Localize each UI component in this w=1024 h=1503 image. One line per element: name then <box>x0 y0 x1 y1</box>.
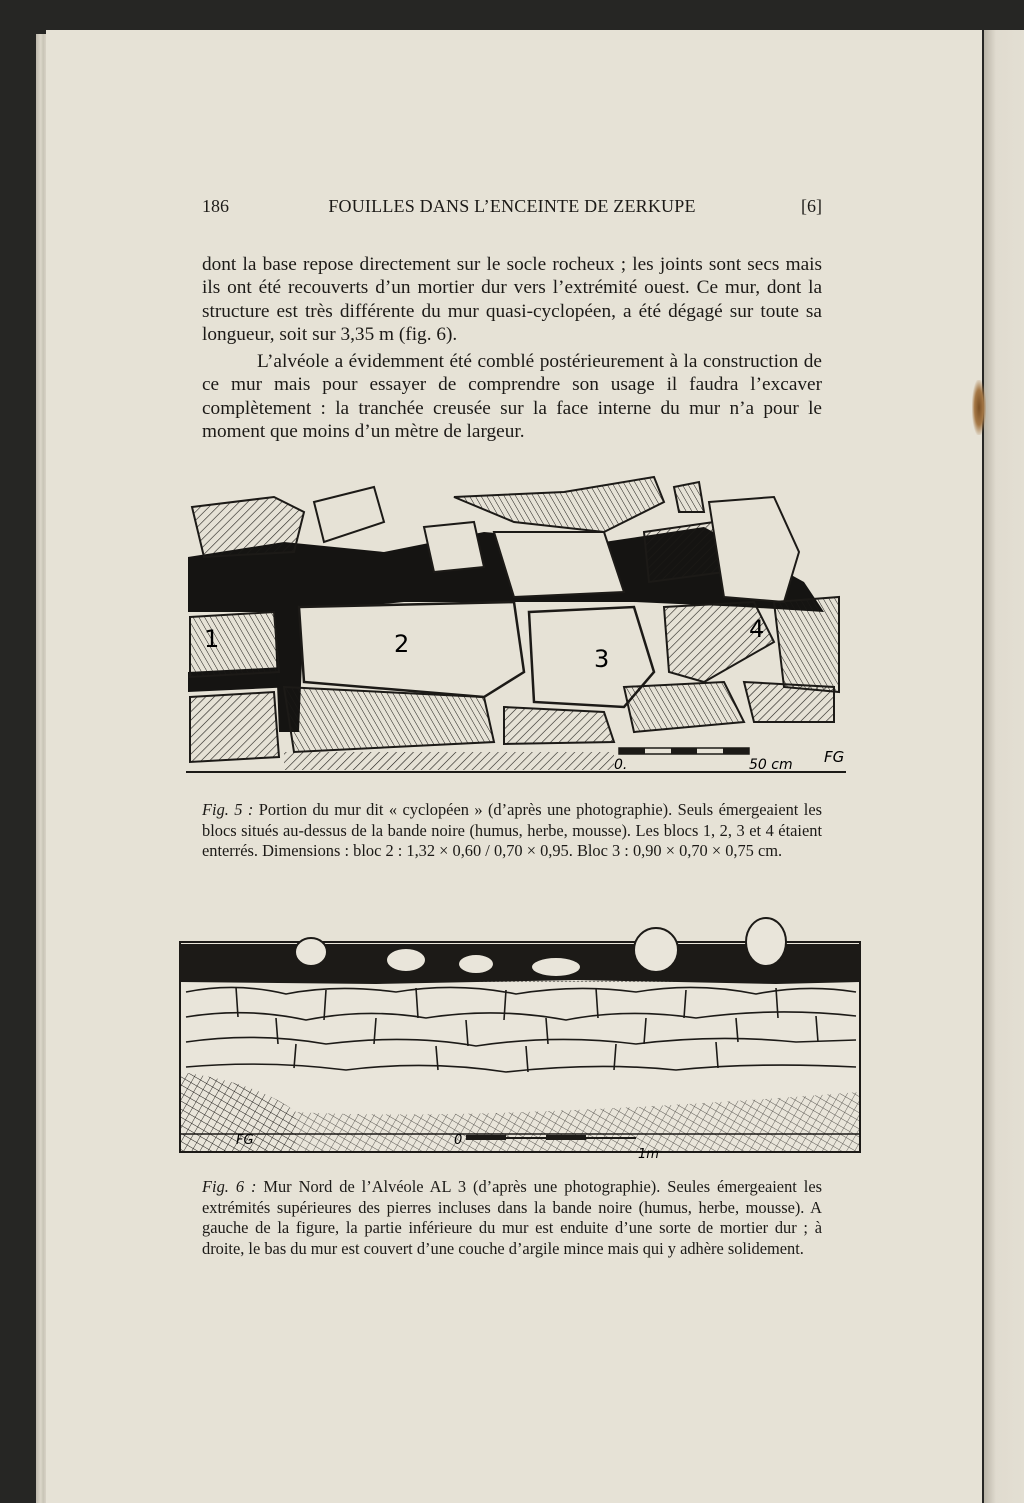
artist-initials: FG <box>236 1133 254 1148</box>
running-header <box>202 196 822 220</box>
block-label-4: 4 <box>749 615 765 643</box>
figure-6-caption <box>202 1177 822 1259</box>
figure-5-caption <box>202 800 822 862</box>
paper-stain <box>972 380 986 435</box>
figure-6-drawing <box>176 912 866 1160</box>
body-text <box>202 253 822 443</box>
caption-text: Mur Nord de l’Alvéole AL 3 (d’après une photographie). Seules émergeaient les extrémités supérieures des pierres incluses dans la bande noire (humus, herbe, mousse). A gauche de la figure, la partie inférieure du mur est enduite d’une sorte de mortier dur ; à droite, le bas du mur est couvert d’une couche d’argile mince mais qui y adhère solidement. <box>202 1177 822 1258</box>
block-label-3: 3 <box>594 645 610 673</box>
scale-zero-label: 0. <box>614 757 628 773</box>
scale-end-label: 1m <box>638 1147 659 1160</box>
caption-text: Portion du mur dit « cyclopéen » (d’après une photographie). Seuls émergeaient les blocs situés au-dessus de la bande noire (humus, herbe, mousse). Les blocs 1, 2, 3 et 4 étaient enterrés. Dimensions : bloc 2 : 1,32 × 0,60 / 0,70 × 0,95. Bloc 3 : 0,90 × 0,70 × 0,75 cm. <box>202 800 822 860</box>
facing-page-edge <box>984 30 1024 1503</box>
section-number: [6] <box>801 196 822 216</box>
caption-label: Fig. 6 : <box>202 1177 257 1196</box>
paragraph: L’alvéole a évidemment été comblé postérieurement à la construction de ce mur mais pour essayer de comprendre son usage il faudra l’excaver complètement : la tranchée creusée sur la face interne du mur n’a pour le moment que moins d’un mètre de largeur. <box>202 351 822 443</box>
scale-end-label: 50 cm <box>749 757 793 773</box>
block-label-1: 1 <box>204 625 220 653</box>
scale-zero-label: 0 <box>454 1133 463 1148</box>
paragraph: dont la base repose directement sur le socle rocheux ; les joints sont secs mais ils ont été recouverts d’un mortier dur vers l’extrémité ouest. Ce mur, dont la structure est très différente du mur quasi-cyclopéen, a été dégagé sur toute sa longueur, soit sur 3,35 m (fig. 6). <box>202 254 822 345</box>
running-title: FOUILLES DANS L’ENCEINTE DE ZERKUPE <box>328 196 696 216</box>
page-number: 186 <box>202 196 229 216</box>
artist-initials: FG <box>824 748 845 766</box>
caption-label: Fig. 5 : <box>202 800 254 819</box>
block-label-2: 2 <box>394 630 410 658</box>
figure-5-drawing <box>184 472 852 778</box>
